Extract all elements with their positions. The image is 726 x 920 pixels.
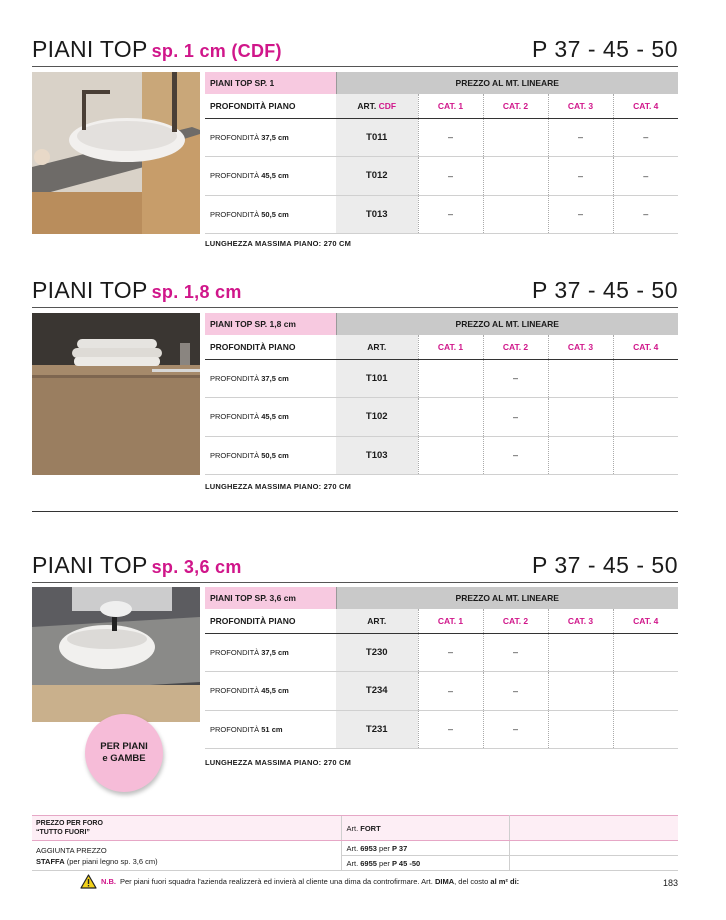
- row-art: T013: [336, 195, 418, 234]
- section-header: [32, 277, 678, 307]
- row-art: T011: [336, 118, 418, 157]
- section-sizes: P 37 - 45 - 50: [532, 277, 678, 303]
- price-group-header: PREZZO AL MT. LINEARE: [336, 72, 678, 94]
- extras-table: [32, 815, 678, 871]
- row-cat-4: –: [613, 118, 678, 157]
- col-depth-header: PROFONDITÀ PIANO: [205, 609, 336, 633]
- table-label-header: PIANI TOP SP. 3,6 cm: [205, 587, 336, 609]
- row-cat-4: [613, 672, 678, 711]
- row-cat-3: [548, 633, 613, 672]
- price-table-1cm: [205, 72, 678, 234]
- row-cat-4: –: [613, 157, 678, 196]
- row-cat-3: [548, 710, 613, 749]
- badge-line-1: PER PIANI: [100, 741, 148, 752]
- row-cat-2: –: [483, 398, 548, 437]
- row-depth: PROFONDITÀ 50,5 cm: [205, 195, 336, 234]
- table-row: [205, 633, 678, 672]
- max-length-note: LUNGHEZZA MASSIMA PIANO: 270 CM: [205, 239, 352, 248]
- row-depth: PROFONDITÀ 37,5 cm: [205, 359, 336, 398]
- col-art-header: ART.: [336, 609, 418, 633]
- row-depth: PROFONDITÀ 51 cm: [205, 710, 336, 749]
- price-table-3-6cm: [205, 587, 678, 749]
- row-depth: PROFONDITÀ 37,5 cm: [205, 633, 336, 672]
- row-art: T102: [336, 398, 418, 437]
- product-photo-bowl-sink: [32, 72, 200, 234]
- row-cat-1: –: [418, 157, 483, 196]
- section-sizes: P 37 - 45 - 50: [532, 552, 678, 578]
- col-cat-4: CAT. 4: [613, 335, 678, 359]
- section-rule: [32, 582, 678, 583]
- row-art: T012: [336, 157, 418, 196]
- col-cat-3: CAT. 3: [548, 94, 613, 118]
- staffa-row: [32, 841, 678, 856]
- row-cat-1: –: [418, 118, 483, 157]
- section-title: PIANI TOP sp. 1 cm (CDF): [32, 36, 282, 62]
- price-group-header: PREZZO AL MT. LINEARE: [336, 313, 678, 335]
- section-top-1cm: [32, 36, 678, 248]
- row-cat-3: [548, 398, 613, 437]
- staffa-price: [509, 856, 678, 871]
- row-art: T230: [336, 633, 418, 672]
- col-cat-3: CAT. 3: [548, 609, 613, 633]
- row-cat-2: –: [483, 436, 548, 475]
- col-cat-1: CAT. 1: [418, 335, 483, 359]
- row-cat-2: –: [483, 359, 548, 398]
- nb-text-1: Per piani fuori squadra l'azienda realizzerà ed invierà al cliente una dima da controfirmare. Art.: [120, 877, 433, 886]
- staffa-price: [509, 841, 678, 856]
- row-cat-4: [613, 436, 678, 475]
- col-cat-1: CAT. 1: [418, 609, 483, 633]
- row-depth: PROFONDITÀ 45,5 cm: [205, 398, 336, 437]
- col-art-header: ART.: [336, 335, 418, 359]
- section-divider: [32, 511, 678, 512]
- row-cat-4: [613, 710, 678, 749]
- table-row: [205, 157, 678, 196]
- section-title: PIANI TOP sp. 1,8 cm: [32, 277, 242, 303]
- table-row: [205, 359, 678, 398]
- row-cat-3: –: [548, 195, 613, 234]
- table-row: [205, 398, 678, 437]
- staffa-article: Art. 6955 per P 45 -50: [341, 856, 509, 871]
- nb-note: [80, 874, 519, 889]
- foro-article: Art. FORT: [341, 816, 509, 841]
- row-cat-3: –: [548, 157, 613, 196]
- price-group-header: PREZZO AL MT. LINEARE: [336, 587, 678, 609]
- row-cat-2: –: [483, 710, 548, 749]
- section-title: PIANI TOP sp. 3,6 cm: [32, 552, 242, 578]
- row-cat-1: –: [418, 195, 483, 234]
- nb-dima: DIMA: [434, 877, 455, 886]
- table-row: [205, 195, 678, 234]
- table-row: [205, 672, 678, 711]
- page-number: 183: [662, 878, 678, 888]
- col-cat-2: CAT. 2: [483, 609, 548, 633]
- table-row: [205, 710, 678, 749]
- row-cat-2: [483, 195, 548, 234]
- col-depth-header: PROFONDITÀ PIANO: [205, 94, 336, 118]
- col-depth-header: PROFONDITÀ PIANO: [205, 335, 336, 359]
- section-title-highlight: sp. 1,8 cm: [151, 282, 242, 302]
- row-depth: PROFONDITÀ 37,5 cm: [205, 118, 336, 157]
- max-length-note: LUNGHEZZA MASSIMA PIANO: 270 CM: [205, 482, 352, 491]
- staffa-article: Art. 6953 per P 37: [341, 841, 509, 856]
- col-cat-2: CAT. 2: [483, 94, 548, 118]
- row-depth: PROFONDITÀ 45,5 cm: [205, 672, 336, 711]
- warning-icon: [80, 874, 97, 889]
- row-art: T101: [336, 359, 418, 398]
- foro-label: PREZZO PER FORO “TUTTO FUORI”: [32, 816, 341, 841]
- row-art: T103: [336, 436, 418, 475]
- section-title-highlight: sp. 1 cm (CDF): [151, 41, 282, 61]
- section-sizes: P 37 - 45 - 50: [532, 36, 678, 62]
- staffa-label: AGGIUNTA PREZZO STAFFA (per piani legno sp. 3,6 cm): [32, 841, 341, 871]
- row-cat-1: [418, 359, 483, 398]
- row-cat-4: [613, 633, 678, 672]
- col-cat-2: CAT. 2: [483, 335, 548, 359]
- section-rule: [32, 307, 678, 308]
- row-art: T231: [336, 710, 418, 749]
- row-cat-1: [418, 436, 483, 475]
- section-rule: [32, 66, 678, 67]
- row-cat-2: [483, 118, 548, 157]
- col-art-header: ART. CDF: [336, 94, 418, 118]
- col-cat-4: CAT. 4: [613, 609, 678, 633]
- col-cat-3: CAT. 3: [548, 335, 613, 359]
- nb-text-2: , del costo: [454, 877, 489, 886]
- section-header: [32, 552, 678, 582]
- nb-unit: al m² di:: [490, 877, 520, 886]
- table-label-header: PIANI TOP SP. 1,8 cm: [205, 313, 336, 335]
- table-row: [205, 118, 678, 157]
- row-cat-3: [548, 359, 613, 398]
- section-title-highlight: sp. 3,6 cm: [151, 557, 242, 577]
- row-cat-1: –: [418, 633, 483, 672]
- row-art: T234: [336, 672, 418, 711]
- row-depth: PROFONDITÀ 45,5 cm: [205, 157, 336, 196]
- legs-badge: [85, 714, 163, 792]
- table-row: [205, 436, 678, 475]
- nb-label: N.B.: [101, 877, 116, 886]
- foro-price: [509, 816, 678, 841]
- row-cat-2: –: [483, 633, 548, 672]
- row-depth: PROFONDITÀ 50,5 cm: [205, 436, 336, 475]
- max-length-note: LUNGHEZZA MASSIMA PIANO: 270 CM: [205, 758, 352, 767]
- row-cat-2: –: [483, 672, 548, 711]
- product-photo-towels-top: [32, 313, 200, 475]
- row-cat-1: –: [418, 672, 483, 711]
- col-cat-1: CAT. 1: [418, 94, 483, 118]
- row-cat-2: [483, 157, 548, 196]
- product-photo-round-sink: [32, 587, 200, 722]
- badge-line-2: e GAMBE: [102, 753, 146, 764]
- row-cat-4: [613, 359, 678, 398]
- row-cat-4: [613, 398, 678, 437]
- col-cat-4: CAT. 4: [613, 94, 678, 118]
- foro-row: [32, 816, 678, 841]
- row-cat-3: [548, 672, 613, 711]
- section-header: [32, 36, 678, 66]
- row-cat-3: [548, 436, 613, 475]
- section-top-1-8cm: [32, 277, 678, 491]
- price-table-1-8cm: [205, 313, 678, 475]
- row-cat-3: –: [548, 118, 613, 157]
- row-cat-4: –: [613, 195, 678, 234]
- row-cat-1: [418, 398, 483, 437]
- table-label-header: PIANI TOP SP. 1: [205, 72, 336, 94]
- row-cat-1: –: [418, 710, 483, 749]
